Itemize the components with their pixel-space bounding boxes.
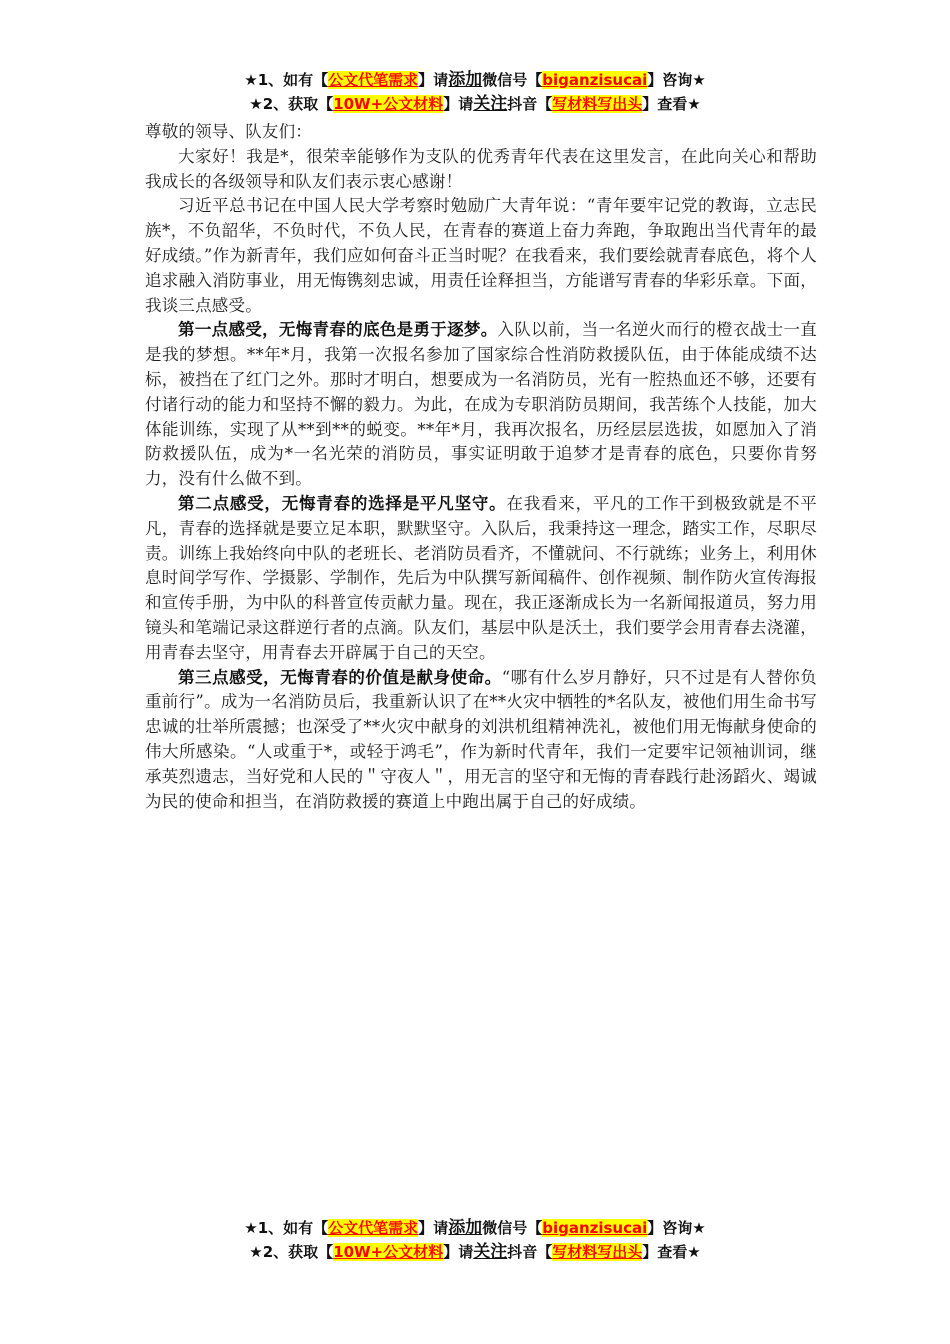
banner-line-2 — [0, 92, 950, 116]
banner-text: 抖音【 — [507, 1243, 553, 1261]
point-2-text: 在我看来，平凡的工作干到极致就是不平凡，青春的选择就是要立足本职，默默坚守。入队后，我秉持这一理念，踏实工作，尽职尽责。训练上我始终向中队的老班长、老消防员看齐，不懂就问、不行就练；业务上，利用休息时间学写作、学摄影、学制作，先后为中队撰写新闻稿件、创作视频、制作防火宣传海报和宣传手册，为中队的科普宣传贡献力量。现在，我正逐渐成长为一名新闻报道员，努力用镜头和笔端记录这群逆行者的点滴。队友们，基层中队是沃土，我们要学会用青春去浇灌，用青春去坚守，用青春去开辟属于自己的天空。 — [145, 493, 817, 662]
banner-highlight: 10W+公文材料 — [333, 1243, 444, 1261]
banner-emphasis: 添加 — [448, 70, 483, 90]
banner-text: 】请 — [443, 1243, 474, 1261]
banner-emphasis: 添加 — [448, 1218, 483, 1238]
banner-line-1 — [0, 68, 950, 92]
banner-text: ★1、如有【 — [244, 71, 329, 89]
paragraph-point-3 — [145, 666, 817, 815]
banner-highlight: 写材料写出头 — [552, 1243, 643, 1261]
paragraph-point-2 — [145, 492, 817, 666]
bottom-banner — [0, 1216, 950, 1264]
banner-highlight: 公文代笔需求 — [328, 1219, 419, 1237]
banner-text: 微信号【 — [482, 71, 543, 89]
paragraph-point-1 — [145, 318, 817, 492]
banner-text: 】请 — [418, 71, 449, 89]
banner-text: ★1、如有【 — [244, 1219, 329, 1237]
banner-text: 】咨询★ — [647, 1219, 706, 1237]
banner-highlight: biganzisucai — [542, 71, 648, 89]
banner-highlight: 10W+公文材料 — [333, 95, 444, 113]
paragraph-greeting: 大家好！我是*，很荣幸能够作为支队的优秀青年代表在这里发言，在此向关心和帮助我成长的各级领导和队友们表示衷心感谢！ — [145, 146, 817, 191]
banner-text: 】查看★ — [642, 95, 701, 113]
point-3-text: “哪有什么岁月静好，只不过是有人替你负重前行”。成为一名消防员后，我重新认识了在**火灾中牺牲的*名队友，被他们用生命书写忠诚的壮举所震撼；也深受了**火灾中献身的刘洪机组精神洗礼，被他们用无悔献身使命的伟大所感染。“人或重于*，或轻于鸿毛”，作为新时代青年，我们一定要牢记领袖训词，继承英烈遗志，当好党和人民的＂守夜人＂，用无言的坚守和无悔的青春践行赴汤蹈火、竭诚为民的使命和担当，在消防救援的赛道上中跑出属于自己的好成绩。 — [145, 667, 817, 811]
banner-text: 】请 — [418, 1219, 449, 1237]
banner-highlight: 写材料写出头 — [552, 95, 643, 113]
top-banner — [0, 68, 950, 116]
point-1-heading: 第一点感受，无悔青春的底色是勇于逐梦。 — [178, 320, 498, 340]
banner-emphasis: 关注 — [473, 1242, 508, 1262]
banner-text: 】请 — [443, 95, 474, 113]
point-3-heading: 第三点感受，无悔青春的价值是献身使命。 — [178, 667, 502, 687]
banner-highlight: biganzisucai — [542, 1219, 648, 1237]
salutation: 尊敬的领导、队友们： — [145, 122, 312, 141]
document-body — [145, 120, 817, 814]
banner-text: 微信号【 — [482, 1219, 543, 1237]
banner-text: ★2、获取【 — [249, 95, 334, 113]
paragraph-intro: 习近平总书记在中国人民大学考察时勉励广大青年说：“青年要牢记党的教诲，立志民族*，不负韶华，不负时代，不负人民，在青春的赛道上奋力奔跑，争取跑出当代青年的最好成绩。”作为新青年，我们应如何奋斗正当时呢？在我看来，我们要绘就青春底色，将个人追求融入消防事业，用无悔镌刻忠诚，用责任诠释担当，方能谱写青春的华彩乐章。下面，我谈三点感受。 — [145, 196, 817, 315]
point-2-heading: 第二点感受，无悔青春的选择是平凡坚守。 — [178, 493, 507, 513]
point-1-text: 入队以前，当一名逆火而行的橙衣战士一直是我的梦想。**年*月，我第一次报名参加了国家综合性消防救援队伍，由于体能成绩不达标，被挡在了红门之外。那时才明白，想要成为一名消防员，光有一腔热血还不够，还要有付诸行动的能力和坚持不懈的毅力。为此，在成为专职消防员期间，我苦练个人技能，加大体能训练，实现了从**到**的蜕变。**年*月，我再次报名，历经层层选拔，如愿加入了消防救援队伍，成为*一名光荣的消防员，事实证明敢于追梦才是青春的底色，只要你肯努力，没有什么做不到。 — [145, 320, 817, 489]
banner-emphasis: 关注 — [473, 94, 508, 114]
banner-line-2 — [0, 1240, 950, 1264]
banner-text: 】咨询★ — [647, 71, 706, 89]
banner-highlight: 公文代笔需求 — [328, 71, 419, 89]
banner-text: 】查看★ — [642, 1243, 701, 1261]
banner-text: ★2、获取【 — [249, 1243, 334, 1261]
banner-line-1 — [0, 1216, 950, 1240]
banner-text: 抖音【 — [507, 95, 553, 113]
